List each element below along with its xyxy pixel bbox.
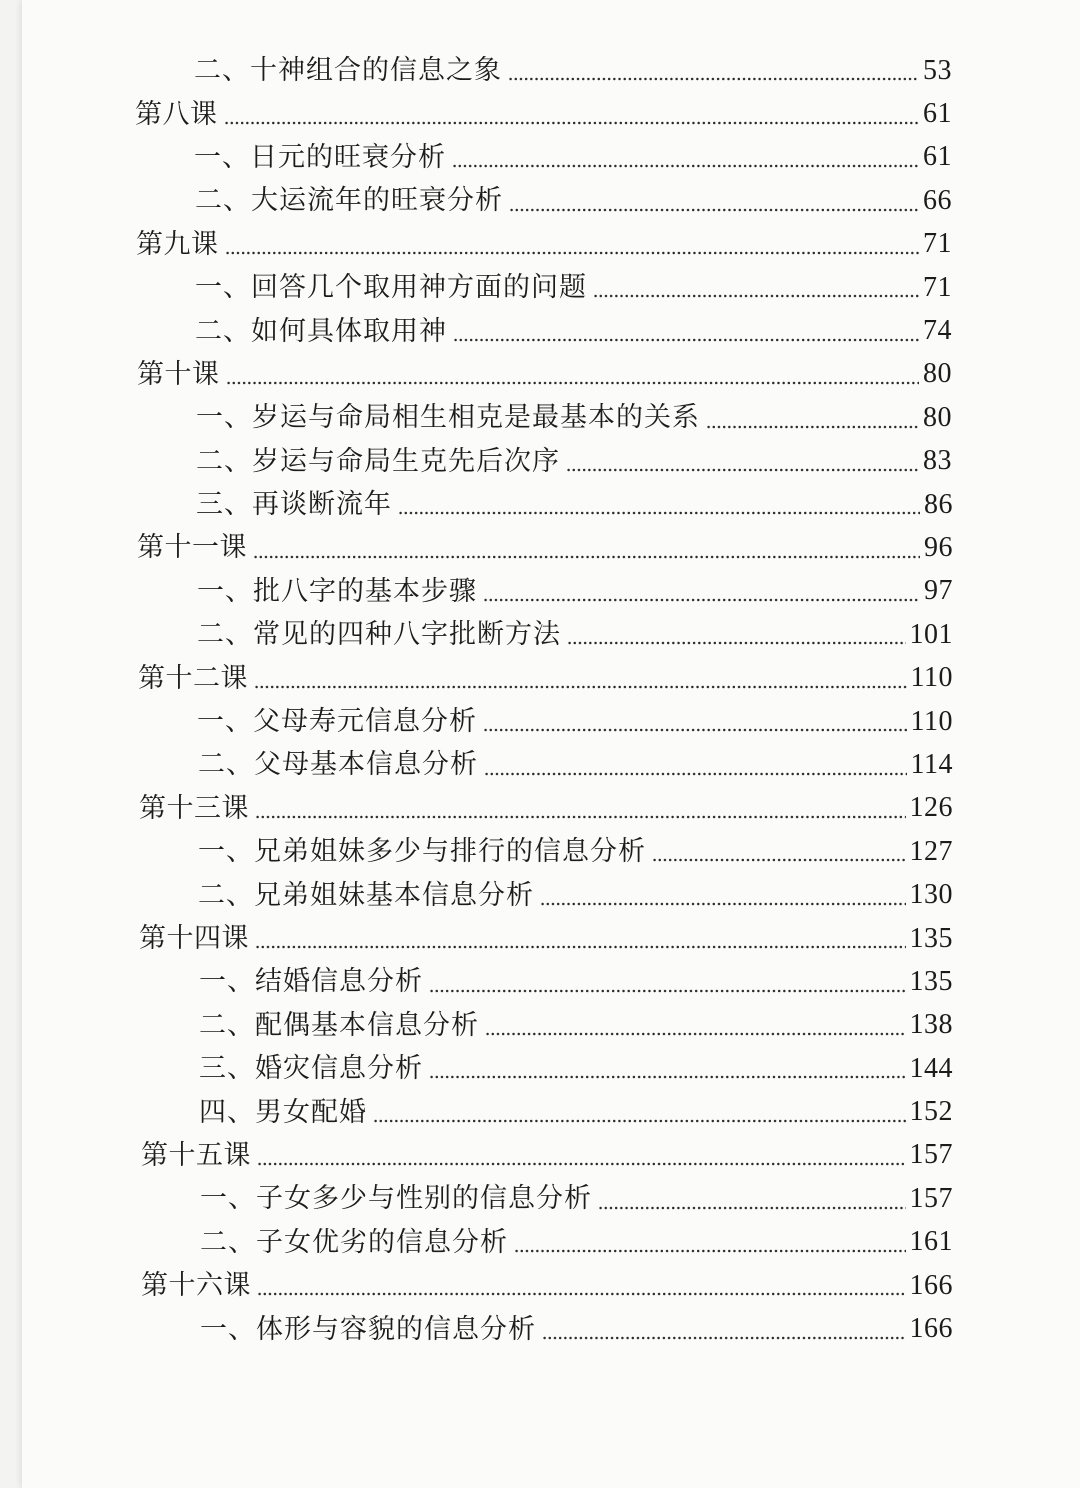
toc-chapter-entry xyxy=(22,1134,1080,1177)
toc-entry-title: 第十一课 xyxy=(137,532,247,564)
toc-dot-leader xyxy=(255,944,906,950)
toc-page-number: 138 xyxy=(909,1009,953,1041)
toc-dot-leader xyxy=(226,380,920,386)
toc-page-number: 127 xyxy=(909,835,953,867)
toc-chapter-entry xyxy=(22,1264,1080,1307)
toc-section-entry xyxy=(22,396,1080,439)
toc-dot-leader xyxy=(255,814,906,820)
toc-section-entry xyxy=(22,136,1080,179)
toc-dot-leader xyxy=(566,467,919,473)
toc-page-number: 110 xyxy=(910,662,953,694)
toc-page-number: 152 xyxy=(909,1096,953,1128)
toc-section-entry xyxy=(22,873,1080,916)
toc-page-number: 61 xyxy=(923,141,952,173)
toc-page-number: 66 xyxy=(923,184,952,216)
toc-section-entry xyxy=(22,309,1080,352)
toc-dot-leader xyxy=(373,1118,906,1124)
toc-entry-title: 第十二课 xyxy=(138,662,248,694)
toc-entry-title: 二、父母基本信息分析 xyxy=(198,749,478,781)
toc-dot-leader xyxy=(429,988,906,994)
toc-dot-leader xyxy=(483,597,920,603)
toc-page-number: 144 xyxy=(909,1052,953,1084)
toc-section-entry xyxy=(22,1090,1080,1133)
toc-page-number: 61 xyxy=(923,98,952,130)
toc-chapter-entry xyxy=(22,223,1080,266)
toc-entry-title: 一、体形与容貌的信息分析 xyxy=(200,1313,536,1345)
toc-entry-title: 二、如何具体取用神 xyxy=(195,315,447,347)
toc-entry-title: 二、岁运与命局生克先后次序 xyxy=(196,445,560,477)
toc-dot-leader xyxy=(540,901,906,907)
toc-section-entry xyxy=(22,830,1080,873)
toc-section-entry xyxy=(22,179,1080,222)
toc-dot-leader xyxy=(706,424,919,430)
toc-entry-title: 二、常见的四种八字批断方法 xyxy=(197,619,561,651)
toc-dot-leader xyxy=(257,1161,906,1167)
toc-page-number: 53 xyxy=(923,54,952,86)
toc-section-entry xyxy=(22,1047,1080,1090)
toc-section-entry xyxy=(22,483,1080,526)
toc-dot-leader xyxy=(484,771,907,777)
toc-entry-title: 一、批八字的基本步骤 xyxy=(197,575,477,607)
toc-entry-title: 一、兄弟姐妹多少与排行的信息分析 xyxy=(198,836,646,868)
toc-section-entry xyxy=(22,1177,1080,1220)
toc-dot-leader xyxy=(398,510,920,516)
toc-page-number: 101 xyxy=(909,618,953,650)
toc-page-number: 166 xyxy=(909,1269,953,1301)
toc-dot-leader xyxy=(483,727,907,733)
toc-entry-title: 第十六课 xyxy=(141,1270,251,1302)
toc-chapter-entry xyxy=(22,917,1080,960)
toc-section-entry xyxy=(22,613,1080,656)
toc-dot-leader xyxy=(429,1074,906,1080)
toc-entry-title: 第九课 xyxy=(136,228,219,260)
table-of-contents xyxy=(22,49,1080,1351)
toc-page-number: 86 xyxy=(924,488,953,520)
toc-page-number: 80 xyxy=(923,401,952,433)
toc-section-entry xyxy=(22,1004,1080,1047)
toc-dot-leader xyxy=(485,1031,906,1037)
toc-page-number: 97 xyxy=(924,575,953,607)
toc-dot-leader xyxy=(514,1248,906,1254)
toc-page-number: 74 xyxy=(923,315,952,347)
toc-page-number: 135 xyxy=(909,922,953,954)
toc-dot-leader xyxy=(452,163,919,169)
toc-section-entry xyxy=(22,440,1080,483)
toc-entry-title: 第十课 xyxy=(137,358,220,390)
toc-chapter-entry xyxy=(22,526,1080,569)
toc-entry-title: 二、大运流年的旺衰分析 xyxy=(195,185,503,217)
toc-entry-title: 二、兄弟姐妹基本信息分析 xyxy=(198,879,534,911)
toc-section-entry xyxy=(22,49,1080,92)
toc-page-number: 161 xyxy=(909,1226,953,1258)
toc-page-number: 114 xyxy=(910,748,953,780)
toc-section-entry xyxy=(22,960,1080,1003)
toc-entry-title: 一、结婚信息分析 xyxy=(199,966,423,998)
toc-dot-leader xyxy=(257,1291,906,1297)
toc-entry-title: 第十五课 xyxy=(141,1139,251,1171)
toc-entry-title: 第十四课 xyxy=(139,923,249,954)
toc-page-number: 71 xyxy=(923,228,952,260)
toc-page-number: 130 xyxy=(909,879,953,911)
toc-entry-title: 二、子女优劣的信息分析 xyxy=(200,1226,508,1258)
toc-entry-title: 三、再谈断流年 xyxy=(196,489,392,521)
toc-page-number: 96 xyxy=(924,531,953,563)
toc-page-number: 157 xyxy=(909,1182,953,1214)
toc-chapter-entry xyxy=(22,787,1080,830)
toc-dot-leader xyxy=(453,337,919,343)
toc-dot-leader xyxy=(598,1205,906,1211)
toc-section-entry xyxy=(22,570,1080,613)
toc-page-number: 126 xyxy=(909,792,953,824)
toc-dot-leader xyxy=(253,554,920,560)
toc-chapter-entry xyxy=(22,92,1080,135)
toc-dot-leader xyxy=(225,250,920,256)
toc-dot-leader xyxy=(509,207,919,213)
toc-dot-leader xyxy=(652,857,906,863)
toc-page-number: 110 xyxy=(910,705,953,737)
toc-entry-title: 二、配偶基本信息分析 xyxy=(199,1009,479,1041)
toc-page-number: 83 xyxy=(923,445,952,477)
toc-section-entry xyxy=(22,700,1080,743)
toc-entry-title: 第十三课 xyxy=(139,792,249,824)
toc-page-number: 157 xyxy=(909,1139,953,1171)
toc-dot-leader xyxy=(508,76,919,82)
toc-page-number: 80 xyxy=(923,358,952,390)
toc-section-entry xyxy=(22,266,1080,309)
toc-dot-leader xyxy=(593,293,919,299)
toc-entry-title: 四、男女配婚 xyxy=(199,1096,367,1128)
toc-dot-leader xyxy=(542,1335,906,1341)
toc-page-number: 71 xyxy=(923,271,952,303)
document-page xyxy=(22,0,1080,1488)
toc-section-entry xyxy=(22,1307,1080,1350)
toc-entry-title: 一、回答几个取用神方面的问题 xyxy=(195,272,587,304)
toc-chapter-entry xyxy=(22,656,1080,699)
toc-dot-leader xyxy=(567,640,906,646)
toc-entry-title: 三、婚灾信息分析 xyxy=(199,1053,423,1085)
toc-dot-leader xyxy=(254,684,907,690)
toc-entry-title: 第八课 xyxy=(135,98,218,130)
toc-dot-leader xyxy=(224,120,920,126)
toc-page-number: 135 xyxy=(909,965,953,997)
toc-section-entry xyxy=(22,1221,1080,1264)
toc-entry-title: 二、十神组合的信息之象 xyxy=(194,55,502,87)
toc-chapter-entry xyxy=(22,353,1080,396)
toc-entry-title: 一、日元的旺衰分析 xyxy=(194,141,446,173)
toc-entry-title: 一、父母寿元信息分析 xyxy=(197,706,477,738)
toc-entry-title: 一、子女多少与性别的信息分析 xyxy=(200,1183,592,1215)
toc-section-entry xyxy=(22,743,1080,786)
toc-page-number: 166 xyxy=(909,1313,953,1345)
toc-entry-title: 一、岁运与命局相生相克是最基本的关系 xyxy=(196,402,700,434)
